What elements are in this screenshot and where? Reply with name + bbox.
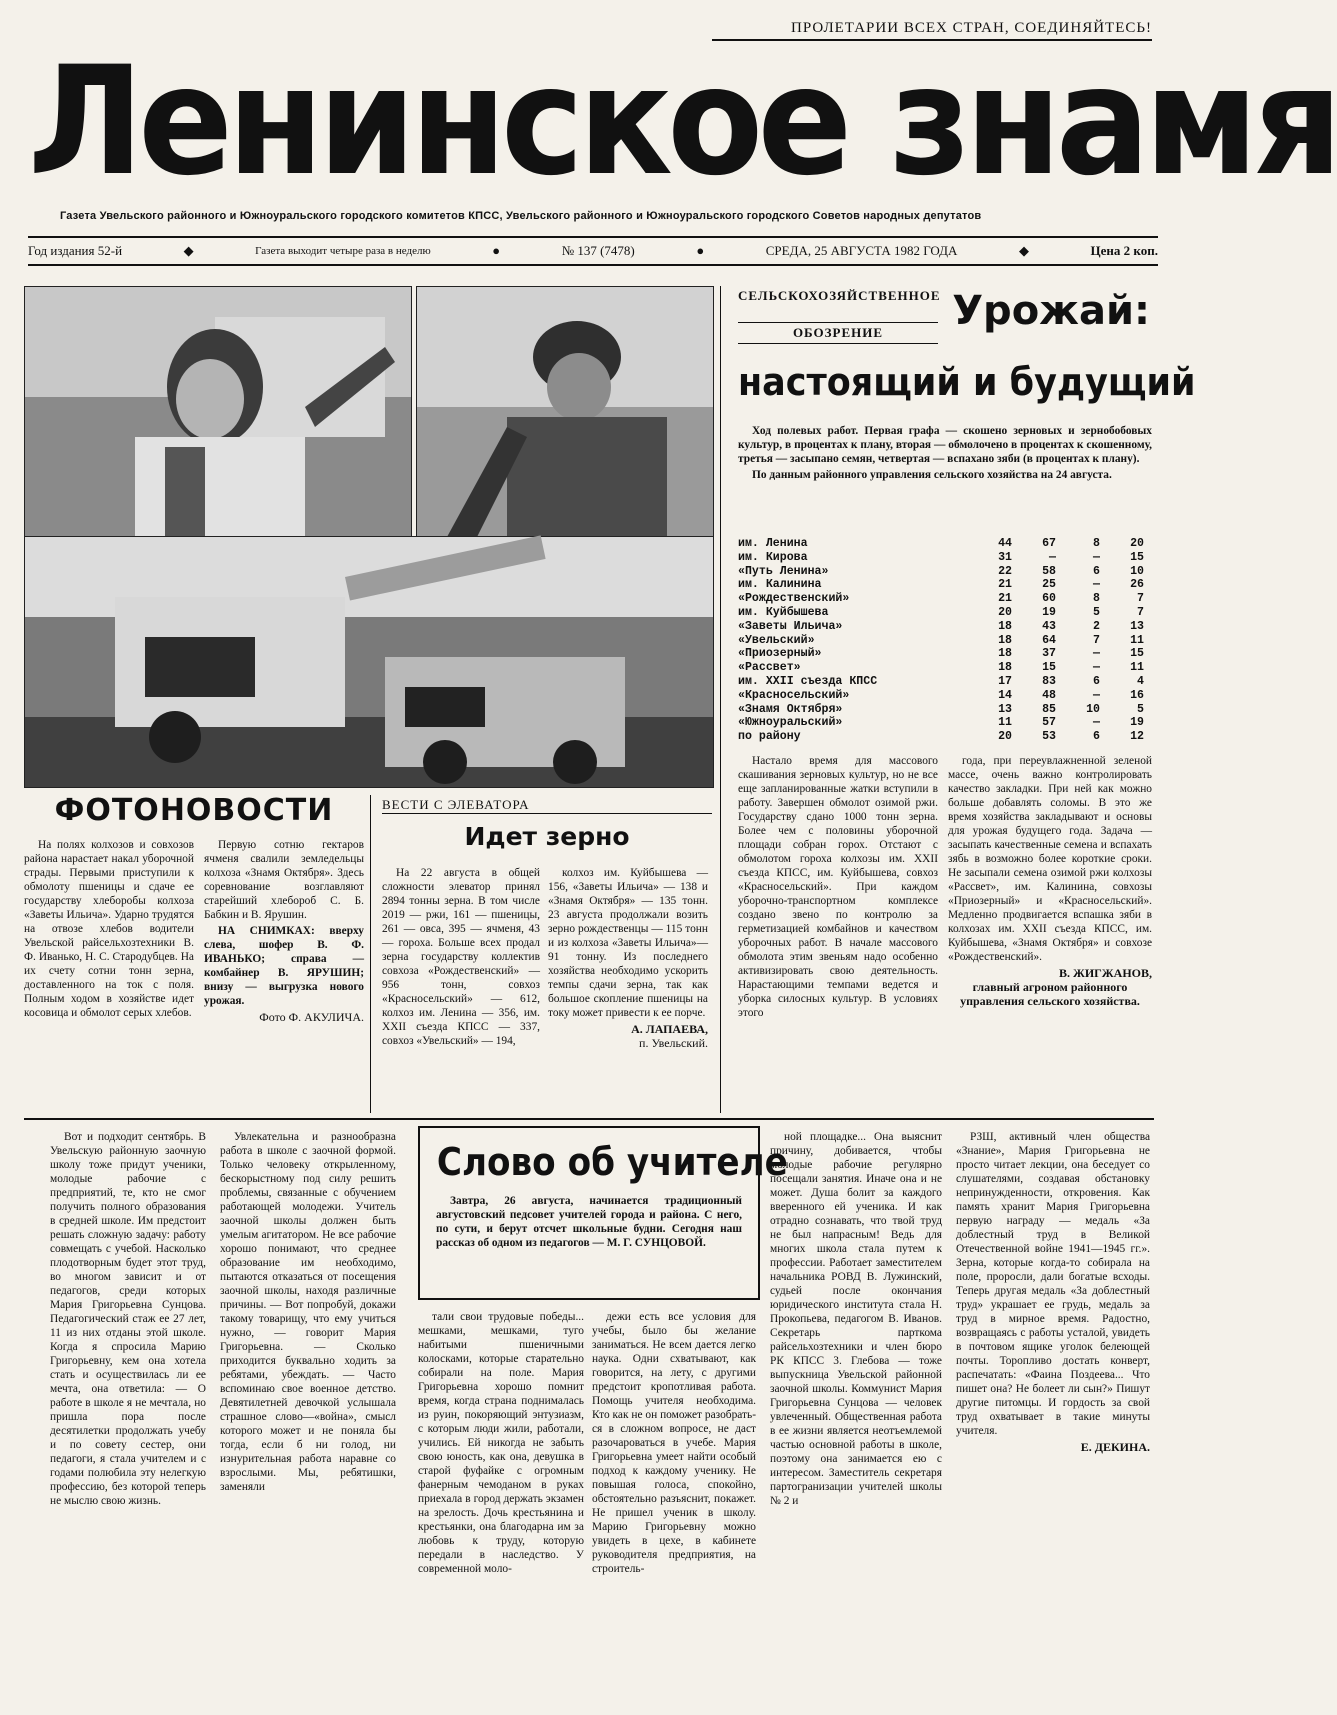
photonews-text-col2 [204,838,364,1024]
column-rule [370,795,371,1113]
table-cell-value: 15 [1042,661,1056,675]
table-cell-value: — [1049,550,1056,564]
table-cell-farm: «Увельский» [738,633,815,647]
table-cell-farm: им. Куйбышева [738,605,829,619]
review-author: В. ЖИГЖАНОВ, [1058,966,1152,980]
table-cell-farm: «Рассвет» [738,661,801,675]
table-cell-farm: «Рождественский» [738,592,850,606]
table-row [738,620,1152,634]
issue-number: № 137 (7478) [561,243,635,258]
table-cell-farm: «Путь Ленина» [738,564,829,578]
photonews-paragraph: Первую сотню гектаров ячменя свалили земледельцы колхоза «Знамя Октября». Здесь соревнование возглавляют старейший хлебороб С. Б. Бабкин и В. Ярушин. [204,839,364,921]
table-row [738,647,1152,661]
section-rule [24,1118,1154,1120]
table-cell-value: 19 [1042,605,1056,619]
table-cell-farm: им. Ленина [738,537,808,550]
teacher-text-col2 [220,1130,396,1496]
table-cell-value: 60 [1042,592,1056,606]
table-cell-value: 14 [998,688,1012,702]
teacher-heading: Слово об учителе [436,1140,788,1184]
review-text-col2 [948,754,1152,1008]
table-cell-value: 7 [1137,605,1144,619]
table-cell-farm: «Знамя Октября» [738,702,843,716]
bullet-icon: ◆ [183,243,194,258]
teacher-paragraph: ной площадке... Она выяснит причину, добивается, чтобы молодые рабочие регулярно посещали занятия. Иначе она и не может. Душа болит за каждого вверенного ей ученика. И как отрадно сознавать, что твой труд не был напрасным! Ведь для многих школа стала путем к профессии. Работает заместителем начальника РОВД В. Лужинский, судьей после окончания юридического института стала Н. Прокопьева, педагогом В. Иванов. Секретарь парткома райсельхозтехники и член бюро РК КПСС 3. Глебова — тоже выпускница Увельской районной заочной школы. Коммунист Мария Григорьевна Сунцова — человек увлеченный. Общественная работа в ее жизни является неотъемлемой частью основной работы в школе, поэтому она занимается ею с интересом. Заместитель секретаря партогранизации учителей школы № 2 и [770,1131,942,1507]
table-cell-value: 8 [1093,592,1100,606]
table-cell-value: 31 [998,550,1012,564]
table-row [738,578,1152,592]
table-cell-value: 48 [1042,688,1056,702]
teacher-text-col1 [50,1130,206,1510]
review-author-title: главный агроном районного управления сельского хозяйства. [960,980,1140,1008]
issue-date: СРЕДА, 25 АВГУСТА 1982 ГОДА [765,243,958,258]
review-subheading: настоящий и будущий [738,360,1196,404]
teacher-paragraph: Увлекательна и разнообразна работа в школе с заочной формой. Только человеку открыленному, бескорыстному под силу решить проблемы, связанные с обучением работающей молодежи. Учитель заочной школы должен быть умелым агитатором. Не все рабочие хорошо понимают, что среднее образование им необходимо, пытаются отказаться от посещения заочной школы, находя различные причины. — Вот попробуй, докажи такому товарищу, что ему учиться нужно, — говорит Мария Григорьевна. — Сколько приходится буквально ходить за ребятами, убеждать. — Часто вспоминаю свое военное детство. Девятилетней девочкой услышала страшное слово—«война», смысл которого может и не поняла бы тогда, если б ни голод, ни изнурительная работа наравне со взрослыми. Мы, ребятишки, заменяли [220,1131,396,1493]
table-cell-value: 7 [1093,633,1100,647]
teacher-text-col4 [592,1310,756,1578]
table-cell-value: 13 [1130,619,1144,633]
table-cell-farm: им. Калинина [738,578,822,592]
table-cell-value: 10 [1130,564,1144,578]
elevator-author: А. ЛАПАЕВА, [631,1022,708,1036]
table-cell-value: 26 [1130,578,1144,592]
table-cell-farm: по району [738,730,801,744]
table-cell-value: 20 [998,730,1012,744]
review-heading: Урожай: [952,288,1150,334]
table-cell-value: 18 [998,647,1012,661]
table-cell-value: 20 [998,605,1012,619]
elevator-heading: Идет зерно [464,822,630,851]
table-cell-value: 13 [998,702,1012,716]
table-cell-value: 18 [998,619,1012,633]
table-cell-value: 18 [998,633,1012,647]
photo-combiner [416,286,714,538]
year-of-publication: Год издания 52-й [28,243,123,258]
table-cell-value: 8 [1093,537,1100,550]
table-cell-value: 6 [1093,730,1100,744]
teacher-text-col5 [770,1130,942,1510]
elevator-kicker: ВЕСТИ С ЭЛЕВАТОРА [382,797,712,814]
elevator-text-col1 [382,866,540,1050]
review-text-col1 [738,754,938,1022]
table-cell-value: 53 [1042,730,1056,744]
teacher-lead-paragraph: Завтра, 26 августа, начинается традиционный августовский педсовет учителей города и района. С него, по сути, и берут отсчет школьные будни. Сегодня наш рассказ об одном из педагогов — М. Г. СУНЦОВОЙ. [436,1195,742,1249]
table-cell-farm: им. Кирова [738,550,808,564]
table-cell-value: 11 [1130,633,1144,647]
publisher-line: Газета Увельского районного и Южноуральского городского комитетов КПСС, Увельского районного и Южноуральского городского Советов народных депутатов [60,210,982,222]
table-cell-value: — [1093,550,1100,564]
table-cell-farm: «Заветы Ильича» [738,619,843,633]
table-row [738,730,1152,744]
table-cell-value: 18 [998,661,1012,675]
newspaper-title: Ленинское знамя [28,35,1337,209]
table-cell-value: 22 [998,564,1012,578]
teacher-paragraph: Вот и подходит сентябрь. В Увельскую районную заочную школу тоже придут ученики, молодые рабочие с предприятий, те, кто не смог получить полного образования в средней школе. Им предстоит решать сложную задачу: работу совмещать с учебой. Насколько плодотворным будет этот труд, во многом зависит и от педагогов, среди которых Мария Григорьевна Сунцова. Педагогический стаж ее 27 лет, 11 из них отданы этой школе. Когда я спросила Марию Григорьевну, кем она хотела стать и осуществилась ли ее мечта, она ответила: — О работе в школе я не мечтала, но пришла пора после десятилетки продолжать учебу и по совету сестер, они педагоги, я стала учителем и с годами полюбила эту нелегкую профессию, без которой теперь не мыслю свою жизнь. [50,1131,206,1507]
table-cell-value: 58 [1042,564,1056,578]
info-bar [28,236,1158,266]
bullet-icon: ● [696,243,705,258]
teacher-author: Е. ДЕКИНА. [1080,1440,1150,1454]
table-cell-value: 67 [1042,537,1056,550]
table-cell-value: 5 [1093,605,1100,619]
table-row [738,703,1152,717]
table-cell-value: 6 [1093,564,1100,578]
table-row [738,689,1152,703]
review-paragraph: Настало время для массового скашивания зерновых культур, но не все еще запланированные жатки вступили в работу. Завершен обмолот озимой ржи. Государству сдано 1000 тонн зерна. Более чем с половины уборочной площади собран горох. Отстают с обмолотом гороха колхозы им. XXII съезда КПСС, им. Куйбышева, совхоз «Красносельский». При каждом уборочно-транспортном комплексе создано звено по контролю за герметизацией комбайнов и качеством уборочных работ. В начале массового обмолота этим звеньям надо особенно активизировать свою деятельность. Нарастающими темпами ведется и уборка силосных культур. В условиях этого [738,755,938,1019]
table-cell-value: 11 [998,716,1012,730]
table-cell-farm: «Южноуральский» [738,716,843,730]
table-cell-value: 15 [1130,647,1144,661]
table-cell-value: 12 [1130,730,1144,744]
table-cell-farm: «Приозерный» [738,647,822,661]
review-intro [738,424,1152,484]
table-row [738,565,1152,579]
table-cell-value: 7 [1137,592,1144,606]
photo-captions: НА СНИМКАХ: вверху слева, шофер В. Ф. ИВАНЬКО; справа — комбайнер В. ЯРУШИН; внизу — выгрузка нового урожая. [204,925,364,1007]
table-cell-value: — [1093,578,1100,592]
harvest-progress-table [738,537,1152,744]
teacher-text-col6 [956,1130,1150,1454]
table-cell-value: 6 [1093,674,1100,688]
table-cell-farm: им. XXII съезда КПСС [738,674,878,688]
table-cell-value: — [1093,716,1100,730]
table-cell-value: 21 [998,578,1012,592]
table-cell-value: 2 [1093,619,1100,633]
table-row [738,551,1152,565]
elevator-author-place: п. Увельский. [639,1036,708,1050]
table-cell-value: 16 [1130,688,1144,702]
table-cell-value: 15 [1130,550,1144,564]
photo-harvest-unloading [24,536,714,788]
table-row [738,592,1152,606]
table-row [738,661,1152,675]
photonews-paragraph: На полях колхозов и совхозов района нарастает накал уборочной страды. Первыми приступили к обмолоту пшеницы и сдаче ее государству хлеборобы колхоза «Заветы Ильича». Ударно трудятся на отвозе хлебов водители Увельской райсельхозтехники В. Ф. Иванько, Н. С. Стародубцев. На их счету сотни тонн зерна, доставленного на ток с поля. Полным ходом в хозяйстве идет косовица и обмолот серых хлебов. [24,839,194,1019]
table-cell-value: 37 [1042,647,1056,661]
review-kicker: ОБОЗРЕНИЕ [738,322,938,344]
table-cell-value: 83 [1042,674,1056,688]
table-row [738,537,1152,551]
elevator-paragraph: На 22 августа в общей сложности элеватор принял 2894 тонны зерна. В том числе 2019 — ржи, 161 — пшеницы, 261 — овса, 395 — ячменя, 43 — гороха. Больше всех продал зерна государству коллектив совхоза «Рождественский» — 956 тонн, совхоз «Красносельский» — 612, колхоз им. Ленина — 356, им. XXII съезда КПСС — 337, совхоз «Увельский» — 194, [382,867,540,1047]
teacher-headline-box [418,1126,788,1300]
table-cell-value: 25 [1042,578,1056,592]
photo-credit: Фото Ф. АКУЛИЧА. [259,1010,364,1024]
table-cell-value: 21 [998,592,1012,606]
teacher-paragraph: тали свои трудовые победы... мешками, мешками, туго набитыми пшеничными колосками, которые старательно собирали на поле. Мария Григорьевна хорошо помнит время, когда страна поднималась из руин, покоряющий энтузиазм, с которым люди жили, работали, учились. Ей никогда не забыть свою юность, как она, девушка в старой фуфайке с огромным фанерным чемоданом в руках приехала в город держать экзамен на зрелость. Дочь крестьянина и крестьянки, она благодарна им за любовь к труду, которую передали в наследство. У современной моло- [418,1311,584,1575]
table-cell-value: — [1093,647,1100,661]
review-paragraph: года, при переувлажненной зеленой массе, очень важно контролировать качество закладки. При ней как можно больше добавлять соломы. В это же время хозяйства закладывают и основы для урожая будущего года. Задача — засыпать качественные семена и вспахать зябь в возможно более короткие сроки. Не засыпали семена озимой ржи колхозы «Рассвет», им. Калинина, совхозы «Приозерный» и «Красносельский». Медленно продвигается вспашка зяби в колхозах им. XXII съезда КПСС, им. Куйбышева, «Знамя Октября» и совхозе «Рождественский». [948,755,1152,963]
table-cell-value: 19 [1130,716,1144,730]
table-cell-value: 5 [1137,702,1144,716]
teacher-lead [436,1194,742,1250]
elevator-text-col2 [548,866,708,1050]
table-cell-value: 57 [1042,716,1056,730]
photo-driver [24,286,412,538]
table-row [738,716,1152,730]
table-cell-value: 10 [1086,702,1100,716]
teacher-text-col3 [418,1310,584,1578]
bullet-icon: ◆ [1018,243,1029,258]
table-cell-value: 85 [1042,702,1056,716]
column-rule [720,286,721,1113]
table-row [738,675,1152,689]
table-cell-value: 44 [998,537,1012,550]
table-cell-value: 20 [1130,537,1144,550]
review-intro-paragraph: Ход полевых работ. Первая графа — скошено зерновых и зернобобовых культур, в процентах к плану, вторая — обмолочено в процентах к скошенному, третья — засыпано семян, четвертая — вспахано зяби (в процентах к плану). [738,425,1152,465]
table-cell-value: 64 [1042,633,1056,647]
teacher-paragraph: РЗШ, активный член общества «Знание», Мария Григорьевна не просто читает лекции, она беседует со слушателями, создавая обстановку непринужденности, откровения. Как память хранит Мария Григорьевна первую награду — медаль «За доблестный труд в Великой Отечественной войне 1941—1945 гг.». Зерна, которые когда-то собирала на поле, проросли, дали богатые всходы. Теперь другая медаль «За доблестный труд» украшает ее грудь, медаль за труд в мирное время. Радостно, возвращаясь с работы усталой, увидеть в почтовом ящике уголок белеющей почты. Торопливо достать конверт, распечатать: «Фаина Поздеева... Что пишет она? Не болеет ли сын?» Пишут другие питомцы. И гордость за свой труд охватывает в такие минуты учителя. [956,1131,1150,1437]
table-cell-value: 4 [1137,674,1144,688]
bullet-icon: ● [492,243,501,258]
table-cell-value: 43 [1042,619,1056,633]
photonews-heading: ФОТОНОВОСТИ [54,793,334,828]
table-cell-value: 11 [1130,661,1144,675]
table-cell-value: 17 [998,674,1012,688]
table-row [738,606,1152,620]
teacher-paragraph: дежи есть все условия для учебы, было бы желание заниматься. Не всем дается легко наука. Одни схватывают, как говорится, на лету, с другими предстоит кропотливая работа. Помощь учителя необходима. Кто как не он поможет разобрать-ся в сложном вопросе, не даст разочароваться в учебе. Мария Григорьевна умеет найти особый подход к каждому ученику. Не повышая голоса, спокойно, обстоятельно разъяснит, покажет. Не пришел ученик в школу. Марию Григорьевну можно увидеть в цехе, в кабинете руководителя предприятия, на строитель- [592,1311,756,1575]
frequency: Газета выходит четыре раза в неделю [255,245,431,257]
table-cell-farm: «Красносельский» [738,688,850,702]
review-intro-paragraph: По данным районного управления сельского хозяйства на 24 августа. [752,469,1112,481]
motto: ПРОЛЕТАРИИ ВСЕХ СТРАН, СОЕДИНЯЙТЕСЬ! [712,20,1152,41]
table-cell-value: — [1093,661,1100,675]
photonews-text-col1 [24,838,194,1022]
table-row [738,634,1152,648]
price: Цена 2 коп. [1090,243,1158,258]
table-cell-value: — [1093,688,1100,702]
review-kicker: СЕЛЬСКОХОЗЯЙСТВЕННОЕ [738,288,941,303]
elevator-paragraph: колхоз им. Куйбышева — 156, «Заветы Ильича» — 138 и «Знамя Октября» — 135 тонн. 23 августа продолжали возить зерно рождественцы — 115 тонн и из колхоза «Заветы Ильича»—91 тонну. Из последнего хозяйства необходимо ускорить темпы сдачи зерна, так как большое скопление пшеницы на току может привести к ее порче. [548,867,708,1019]
